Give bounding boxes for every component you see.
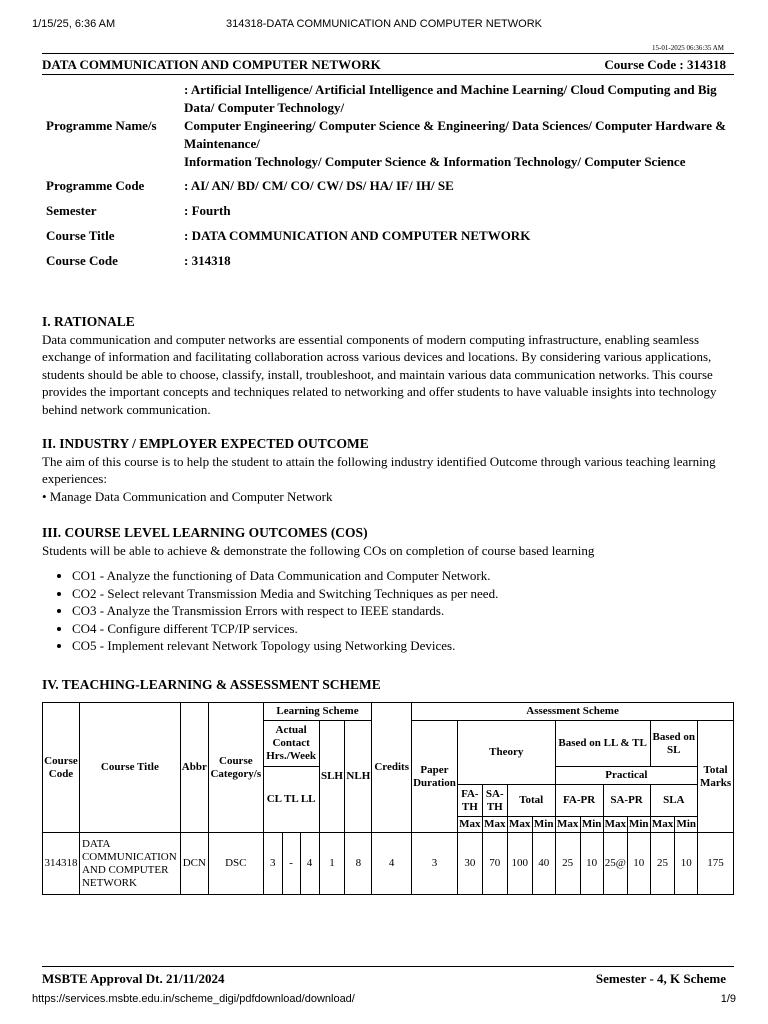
th-based-ll-tl: Based on LL & TL: [555, 721, 650, 767]
semester-scheme: Semester - 4, K Scheme: [595, 971, 726, 986]
generated-timestamp: 15-01-2025 06:36:35 AM: [652, 44, 724, 52]
cell-total-max: 100: [507, 833, 532, 895]
th-min: Min: [532, 817, 555, 833]
list-item: • CO2 - Select relevant Transmission Media and Switching Techniques as per need.: [72, 585, 732, 603]
cell-sa-pr-max: 25@: [603, 833, 627, 895]
cell-sla-max: 25: [650, 833, 675, 895]
th-min: Min: [627, 817, 650, 833]
th-max: Max: [507, 817, 532, 833]
th-max: Max: [457, 817, 482, 833]
course-outcomes-heading: III. COURSE LEVEL LEARNING OUTCOMES (COS): [42, 525, 368, 540]
list-item: • CO3 - Analyze the Transmission Errors with respect to IEEE standards.: [72, 602, 732, 620]
rationale-text: Data communication and computer networks are essential components of modern computing infrastructure, enabling seamless exchange of information and facilitating collaboration across various devices and locations. By considering various applications, students should be able to choose, classify, install, troubleshoot, and maintain various data communication networks. This course provides the important concepts and techniques related to networking and offer students to have valuable insights into technology behind network communication.: [42, 331, 717, 417]
course-header-title: DATA COMMUNICATION AND COMPUTER NETWORK: [42, 57, 381, 72]
th-nlh: NLH: [345, 721, 372, 833]
th-fa-th: FA-TH: [457, 785, 482, 817]
print-header: [32, 18, 736, 32]
th-max: Max: [650, 817, 675, 833]
th-paper-duration: Paper Duration: [412, 721, 458, 833]
course-header-bar: [42, 53, 734, 75]
th-based-sl: Based on SL: [650, 721, 698, 767]
cell-total-marks: 175: [698, 833, 734, 895]
th-tl: TL: [283, 793, 299, 805]
rationale-section: [42, 313, 732, 418]
cell-sa-pr-min: 10: [627, 833, 650, 895]
course-outcomes-list: [42, 567, 732, 655]
th-min: Min: [580, 817, 603, 833]
th-max: Max: [603, 817, 627, 833]
print-url[interactable]: https://services.msbte.edu.in/scheme_digi/pdfdownload/download/: [32, 993, 355, 1005]
cell-total-min: 40: [532, 833, 555, 895]
list-item: • CO5 - Implement relevant Network Topology using Networking Devices.: [72, 637, 732, 655]
programme-code-value: : AI/ AN/ BD/ CM/ CO/ CW/ DS/ HA/ IF/ IH/ SE: [184, 177, 454, 193]
semester-value: : Fourth: [184, 202, 231, 218]
cell-fa-th-max: 30: [457, 833, 482, 895]
th-sa-th: SA-TH: [482, 785, 507, 817]
cell-course-code: 314318: [43, 833, 80, 895]
programme-name-line: Information Technology/ Computer Science & Information Technology/ Computer Science: [184, 154, 686, 169]
programme-name-line: Computer Engineering/ Computer Science & Engineering/ Data Sciences/ Computer Hardware & Maintenance/: [184, 118, 727, 151]
industry-outcome-heading: II. INDUSTRY / EMPLOYER EXPECTED OUTCOME: [42, 436, 369, 451]
cell-nlh: 8: [345, 833, 372, 895]
programme-name-label: Programme Name/s: [46, 118, 157, 133]
cell-abbr: DCN: [180, 833, 208, 895]
programme-code-label: Programme Code: [46, 177, 145, 193]
th-slh: SLH: [319, 721, 345, 833]
semester-label: Semester: [46, 202, 97, 218]
th-theory: Theory: [457, 721, 555, 785]
print-footer: [32, 993, 736, 1007]
course-outcomes-intro: Students will be able to achieve & demonstrate the following COs on completion of course based learning: [42, 542, 595, 558]
cell-tl: -: [282, 833, 300, 895]
teaching-assessment-table: [42, 702, 734, 895]
th-total: Total: [507, 785, 555, 817]
course-code-value: : 314318: [184, 252, 231, 268]
cell-fa-pr-min: 10: [580, 833, 603, 895]
th-cl-tl-ll: [263, 767, 319, 833]
th-ll: LL: [300, 793, 316, 805]
th-assessment-scheme: Assessment Scheme: [412, 703, 734, 721]
programme-name-line: : Artificial Intelligence/ Artificial Intelligence and Machine Learning/ Cloud Computing and Big Data/ Computer Technology/: [184, 82, 717, 115]
cell-credits: 4: [372, 833, 412, 895]
course-title-label: Course Title: [46, 227, 115, 243]
th-category: Course Category/s: [208, 703, 263, 833]
list-item: • CO4 - Configure different TCP/IP services.: [72, 620, 732, 638]
th-practical: Practical: [555, 767, 697, 785]
th-course-code: Course Code: [43, 703, 80, 833]
th-max: Max: [482, 817, 507, 833]
th-course-title: Course Title: [79, 703, 180, 833]
rationale-heading: I. RATIONALE: [42, 314, 135, 329]
cell-course-title: DATA COMMUNICATION AND COMPUTER NETWORK: [79, 833, 180, 895]
th-min: Min: [675, 817, 698, 833]
th-abbr: Abbr: [180, 703, 208, 833]
cell-cl: 3: [263, 833, 282, 895]
cell-sa-th-max: 70: [482, 833, 507, 895]
print-title: 314318-DATA COMMUNICATION AND COMPUTER NETWORK: [226, 18, 542, 30]
th-credits: Credits: [372, 703, 412, 833]
industry-outcome-text: The aim of this course is to help the student to attain the following industry identified Outcome through various teaching learning experiences:: [42, 453, 716, 486]
industry-outcome-section: [42, 435, 732, 505]
cell-sla-min: 10: [675, 833, 698, 895]
programme-name-value: [180, 79, 734, 173]
th-cl: CL: [266, 793, 282, 805]
table-row: [43, 833, 734, 895]
th-actual-contact: Actual Contact Hrs./Week: [263, 721, 319, 767]
course-info-table: [42, 79, 734, 273]
list-item: • CO1 - Analyze the functioning of Data Communication and Computer Network.: [72, 567, 732, 585]
th-total-marks: Total Marks: [698, 721, 734, 833]
course-title-value: : DATA COMMUNICATION AND COMPUTER NETWORK: [184, 227, 531, 243]
cell-slh: 1: [319, 833, 345, 895]
scheme-section: [42, 676, 732, 694]
scheme-heading: IV. TEACHING-LEARNING & ASSESSMENT SCHEME: [42, 677, 381, 692]
th-sa-pr: SA-PR: [603, 785, 650, 817]
approval-date: MSBTE Approval Dt. 21/11/2024: [42, 971, 225, 986]
print-datetime: 1/15/25, 6:36 AM: [32, 18, 116, 30]
footer-divider: [42, 966, 734, 967]
industry-outcome-bullet: • Manage Data Communication and Computer Network: [42, 488, 333, 504]
th-learning-scheme: Learning Scheme: [263, 703, 372, 721]
th-sla: SLA: [650, 785, 698, 817]
page-number: 1/9: [720, 993, 736, 1005]
course-outcomes-section: [42, 524, 732, 655]
course-code-label: Course Code: [46, 252, 118, 268]
cell-category: DSC: [208, 833, 263, 895]
course-header-code: Course Code : 314318: [604, 57, 726, 72]
th-fa-pr: FA-PR: [555, 785, 603, 817]
approval-footer: [42, 971, 734, 989]
cell-paper-duration: 3: [412, 833, 458, 895]
cell-fa-pr-max: 25: [555, 833, 580, 895]
th-max: Max: [555, 817, 580, 833]
cell-ll: 4: [300, 833, 319, 895]
